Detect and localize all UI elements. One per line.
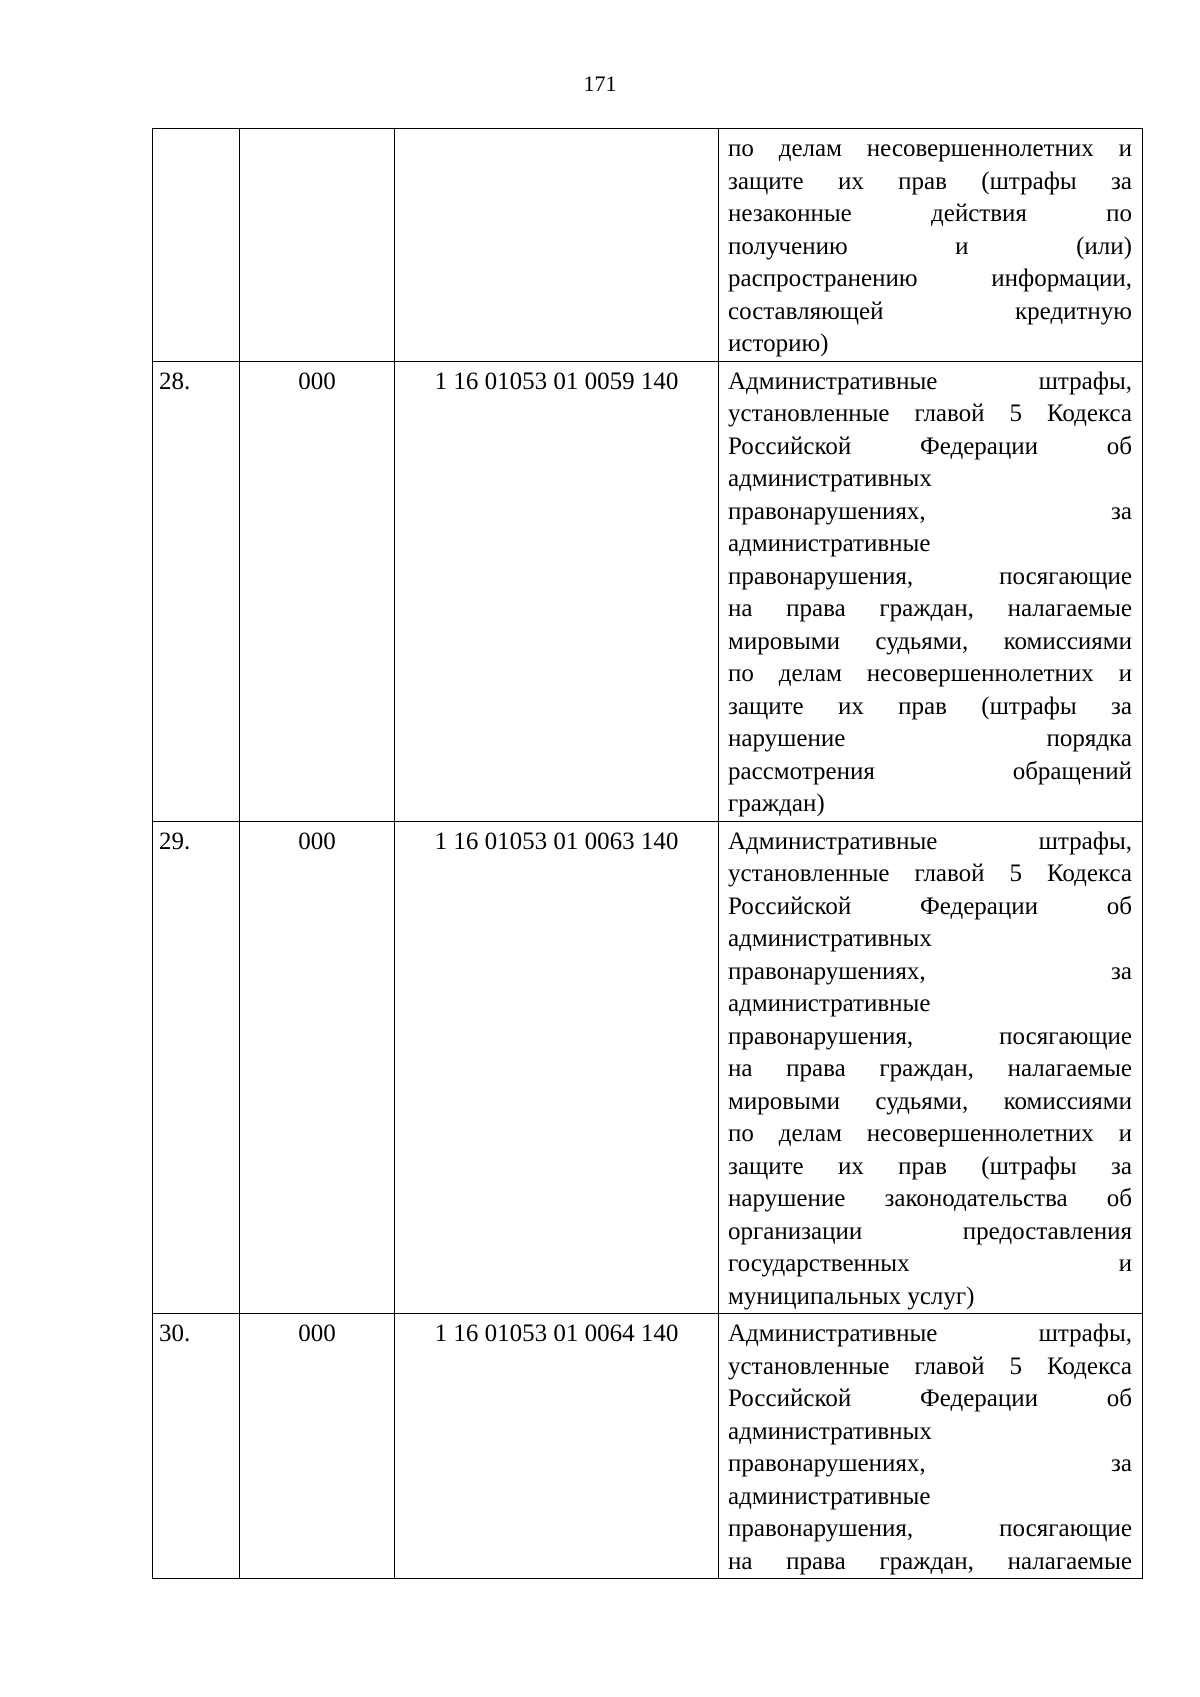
description-line: на права граждан, налагаемые — [728, 1055, 1132, 1082]
description-line: мировыми судьями, комиссиями — [728, 1087, 1132, 1115]
description-line: административные — [728, 530, 931, 557]
description-line: организации предоставления — [728, 1217, 1132, 1245]
description-line: муниципальных услуг) — [728, 1282, 975, 1310]
description-cell — [719, 821, 1143, 1314]
budget-code-cell — [395, 129, 719, 362]
table-row — [153, 1314, 1143, 1579]
page-number: 171 — [583, 71, 617, 96]
description-line: защите их прав (штрафы за — [728, 692, 1132, 720]
description-line: незаконные действия по — [728, 200, 1132, 227]
table-row — [153, 821, 1143, 1314]
description-line: на права граждан, налагаемые — [728, 595, 1132, 622]
description-line: правонарушениях, за — [728, 1450, 1132, 1477]
description-line: Российской Федерации об — [728, 432, 1132, 460]
description-line: правонарушениях, за — [728, 497, 1132, 525]
description-line: по делам несовершеннолетних и — [728, 1120, 1132, 1147]
description-line: установленные главой 5 Кодекса — [728, 400, 1132, 427]
description-line: правонарушения, посягающие — [728, 1022, 1132, 1050]
description-line: Российской Федерации об — [728, 892, 1132, 920]
description-line: нарушение законодательства об — [728, 1185, 1132, 1212]
description-line: по делам несовершеннолетних и — [728, 660, 1132, 687]
administrator-code-cell: 000 — [240, 1314, 395, 1579]
description-line: административных — [728, 925, 932, 952]
budget-code-cell: 1 16 01053 01 0064 140 — [395, 1314, 719, 1579]
administrator-code-cell: 000 — [240, 361, 395, 821]
description-cell — [719, 361, 1143, 821]
description-line: Административные штрафы, — [728, 367, 1132, 395]
description-line: Административные штрафы, — [728, 1320, 1132, 1347]
description-line: правонарушения, посягающие — [728, 1515, 1132, 1542]
description-line: государственных и — [728, 1250, 1132, 1277]
row-number-cell: 29. — [153, 821, 240, 1314]
description-line: установленные главой 5 Кодекса — [728, 860, 1132, 887]
budget-code-cell: 1 16 01053 01 0059 140 — [395, 361, 719, 821]
description-line: мировыми судьями, комиссиями — [728, 627, 1132, 655]
description-line: на права граждан, налагаемые — [728, 1547, 1132, 1575]
description-line: Административные штрафы, — [728, 827, 1132, 855]
description-line: административные — [728, 1482, 931, 1510]
description-line: составляющей кредитную — [728, 297, 1132, 325]
description-line: административных — [728, 465, 932, 492]
description-line: защите их прав (штрафы за — [728, 167, 1132, 195]
description-line: Российской Федерации об — [728, 1385, 1132, 1412]
budget-code-cell: 1 16 01053 01 0063 140 — [395, 821, 719, 1314]
description-line: граждан) — [728, 790, 825, 817]
description-line: защите их прав (штрафы за — [728, 1152, 1132, 1180]
description-line: распространению информации, — [728, 265, 1132, 292]
table-row — [153, 129, 1143, 362]
description-line: установленные главой 5 Кодекса — [728, 1352, 1132, 1380]
description-line: историю) — [728, 330, 829, 357]
table-row — [153, 361, 1143, 821]
description-line: получению и (или) — [728, 232, 1132, 260]
description-line: административные — [728, 990, 931, 1017]
description-line: нарушение порядка — [728, 725, 1132, 752]
description-line: рассмотрения обращений — [728, 757, 1132, 785]
table-body — [153, 129, 1143, 1579]
description-cell — [719, 1314, 1143, 1579]
row-number-cell — [153, 129, 240, 362]
administrator-code-cell — [240, 129, 395, 362]
description-line: правонарушения, посягающие — [728, 562, 1132, 590]
administrator-code-cell: 000 — [240, 821, 395, 1314]
description-cell — [719, 129, 1143, 362]
description-line: административных — [728, 1417, 932, 1445]
row-number-cell: 28. — [153, 361, 240, 821]
row-number-cell: 30. — [153, 1314, 240, 1579]
budget-classification-table — [152, 128, 1143, 1579]
description-line: правонарушениях, за — [728, 957, 1132, 985]
description-line: по делам несовершеннолетних и — [728, 135, 1132, 162]
